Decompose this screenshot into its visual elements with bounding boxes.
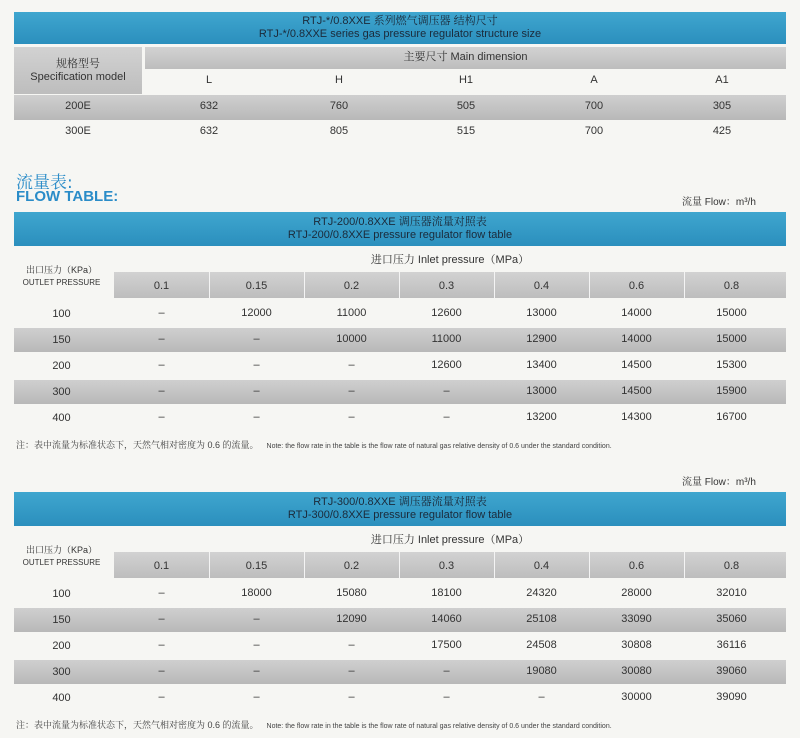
dimension-cell: 425 [712, 125, 732, 137]
flow-cell: 14500 [621, 385, 652, 397]
inlet-pressure-col: 0.6 [628, 280, 645, 292]
dimension-cell: 760 [329, 100, 349, 112]
dimension-cell: 700 [584, 125, 604, 137]
flow-cell: – [443, 411, 450, 423]
flow-cell: 18100 [431, 587, 462, 599]
flow-table-header [14, 492, 786, 526]
flow-table-note [16, 718, 612, 731]
flow-unit-label-1: 流量 Flow：m³/h [682, 197, 756, 208]
flow-cell: 17500 [431, 639, 462, 651]
flow-cell: 15000 [716, 333, 747, 345]
flow-cell: – [348, 639, 355, 651]
note-cn: 注：表中流量为标准状态下，天然气相对密度为 0.6 的流量。 [16, 720, 259, 730]
flow-cell: 14000 [621, 307, 652, 319]
dimension-col-a: A [590, 74, 598, 86]
flow-cell: 25108 [526, 613, 557, 625]
flow-title-cn: 流量表: [16, 173, 73, 193]
outlet-pressure-label-en: OUTLET PRESSURE [22, 278, 101, 287]
flow-cell: – [158, 411, 165, 423]
dimension-title-cn: RTJ-*/0.8XXE 系列燃气调压器 结构尺寸 [302, 15, 498, 27]
flow-table-title-en: RTJ-200/0.8XXE pressure regulator flow table [287, 229, 513, 241]
inlet-pressure-col: 0.4 [533, 280, 550, 292]
model-label-cn: 规格型号 [56, 58, 100, 70]
inlet-pressure-label: 进口压力 Inlet pressure（MPa） [370, 534, 530, 546]
flow-table-title-cn: RTJ-200/0.8XXE 调压器流量对照表 [313, 216, 487, 228]
flow-table-title-cn: RTJ-300/0.8XXE 调压器流量对照表 [313, 496, 487, 508]
inlet-pressure-col: 0.3 [438, 280, 455, 292]
inlet-pressure-col: 0.15 [245, 560, 268, 572]
dimension-cell: 632 [199, 100, 219, 112]
outlet-pressure-value: 300 [52, 386, 71, 398]
outlet-pressure-value: 150 [52, 334, 71, 346]
dimension-col-l: L [205, 74, 213, 86]
flow-cell: 13000 [526, 385, 557, 397]
dimension-cell: 632 [199, 125, 219, 137]
flow-cell: 18000 [241, 587, 272, 599]
inlet-pressure-col: 0.1 [153, 560, 170, 572]
flow-cell: 33090 [621, 613, 652, 625]
flow-unit-label-2: 流量 Flow：m³/h [682, 477, 756, 488]
outlet-pressure-value: 100 [52, 308, 71, 320]
flow-cell: 15000 [716, 307, 747, 319]
flow-cell: 12600 [431, 359, 462, 371]
flow-cell: 16700 [716, 411, 747, 423]
flow-cell: – [158, 385, 165, 397]
inlet-pressure-col: 0.1 [153, 280, 170, 292]
flow-cell: 10000 [336, 333, 367, 345]
flow-cell: 35060 [716, 613, 747, 625]
flow-cell: 14300 [621, 411, 652, 423]
flow-cell: 15080 [336, 587, 367, 599]
flow-cell: 13000 [526, 307, 557, 319]
note-en: Note: the flow rate in the table is the flow rate of natural gas relative density of 0.6 under the standard condition. [266, 443, 612, 450]
outlet-pressure-label-en: OUTLET PRESSURE [22, 558, 101, 567]
flow-cell: – [158, 691, 165, 703]
flow-cell: 14000 [621, 333, 652, 345]
flow-cell: 19080 [526, 665, 557, 677]
outlet-pressure-value: 100 [52, 588, 71, 600]
flow-cell: – [443, 691, 450, 703]
dimension-row-model: 200E [65, 100, 91, 112]
outlet-pressure-value: 300 [52, 666, 71, 678]
inlet-pressure-col: 0.6 [628, 560, 645, 572]
flow-cell: – [158, 307, 165, 319]
flow-cell: 24508 [526, 639, 557, 651]
outlet-pressure-value: 400 [52, 692, 71, 704]
flow-cell: – [348, 411, 355, 423]
flow-cell: – [443, 385, 450, 397]
flow-cell: – [158, 359, 165, 371]
flow-cell: – [348, 385, 355, 397]
model-label-en: Specification model [30, 71, 126, 83]
dimension-col-a1: A1 [715, 74, 729, 86]
inlet-pressure-col: 0.8 [723, 560, 740, 572]
flow-cell: – [253, 613, 260, 625]
dimension-cell: 700 [584, 100, 604, 112]
flow-cell: 24320 [526, 587, 557, 599]
flow-table-note [16, 438, 612, 451]
flow-cell: 30080 [621, 665, 652, 677]
note-cn: 注：表中流量为标准状态下，天然气相对密度为 0.6 的流量。 [16, 440, 259, 450]
flow-title-en: FLOW TABLE: [16, 188, 119, 205]
outlet-pressure-label-cn: 出口压力（KPa） [25, 265, 97, 275]
flow-cell: 11000 [431, 333, 462, 345]
outlet-pressure-value: 200 [52, 640, 71, 652]
inlet-pressure-col: 0.3 [438, 560, 455, 572]
dimension-cell: 515 [456, 125, 476, 137]
flow-cell: 14060 [431, 613, 462, 625]
flow-table-header [14, 212, 786, 246]
flow-cell: – [158, 665, 165, 677]
flow-cell: – [253, 665, 260, 677]
flow-cell: 39060 [716, 665, 747, 677]
flow-cell: – [443, 665, 450, 677]
flow-cell: – [253, 691, 260, 703]
flow-cell: 13200 [526, 411, 557, 423]
inlet-pressure-col: 0.2 [343, 560, 360, 572]
flow-cell: 15900 [716, 385, 747, 397]
inlet-pressure-col: 0.2 [343, 280, 360, 292]
flow-cell: 36116 [716, 639, 747, 651]
inlet-pressure-col: 0.4 [533, 560, 550, 572]
flow-cell: 30808 [621, 639, 652, 651]
flow-cell: 12900 [526, 333, 557, 345]
flow-cell: 39090 [716, 691, 747, 703]
inlet-pressure-col: 0.15 [245, 280, 268, 292]
dimension-table-header [14, 12, 786, 44]
outlet-pressure-value: 150 [52, 614, 71, 626]
inlet-pressure-label: 进口压力 Inlet pressure（MPa） [370, 254, 530, 266]
dimension-col-h: H [335, 74, 343, 86]
outlet-pressure-value: 400 [52, 412, 71, 424]
flow-cell: – [253, 385, 260, 397]
dimension-cell: 805 [329, 125, 349, 137]
outlet-pressure-label-cn: 出口压力（KPa） [25, 545, 97, 555]
dimension-cell: 305 [712, 100, 732, 112]
flow-cell: – [348, 359, 355, 371]
flow-cell: – [348, 665, 355, 677]
flow-cell: 32010 [716, 587, 747, 599]
flow-cell: – [158, 333, 165, 345]
dimension-title-en: RTJ-*/0.8XXE series gas pressure regulator structure size [258, 28, 542, 40]
flow-cell: 12600 [431, 307, 462, 319]
outlet-pressure-value: 200 [52, 360, 71, 372]
flow-cell: 15300 [716, 359, 747, 371]
flow-cell: – [158, 639, 165, 651]
flow-cell: 28000 [621, 587, 652, 599]
flow-cell: – [253, 359, 260, 371]
flow-cell: – [158, 587, 165, 599]
flow-cell: – [253, 639, 260, 651]
dimension-col-h1: H1 [458, 74, 474, 86]
flow-table-title-en: RTJ-300/0.8XXE pressure regulator flow table [287, 509, 513, 521]
flow-cell: – [348, 691, 355, 703]
flow-cell: – [158, 613, 165, 625]
flow-cell: 12090 [336, 613, 367, 625]
note-en: Note: the flow rate in the table is the flow rate of natural gas relative density of 0.6 under the standard condition. [266, 723, 612, 730]
dimension-row-model: 300E [65, 125, 91, 137]
flow-cell: 12000 [241, 307, 272, 319]
main-dimension-label: 主要尺寸 Main dimension [403, 51, 528, 63]
flow-cell: – [253, 411, 260, 423]
flow-cell: – [538, 691, 545, 703]
flow-cell: 11000 [336, 307, 367, 319]
flow-cell: 14500 [621, 359, 652, 371]
flow-cell: 30000 [621, 691, 652, 703]
flow-cell: 13400 [526, 359, 557, 371]
flow-cell: – [253, 333, 260, 345]
inlet-pressure-col: 0.8 [723, 280, 740, 292]
dimension-cell: 505 [456, 100, 476, 112]
